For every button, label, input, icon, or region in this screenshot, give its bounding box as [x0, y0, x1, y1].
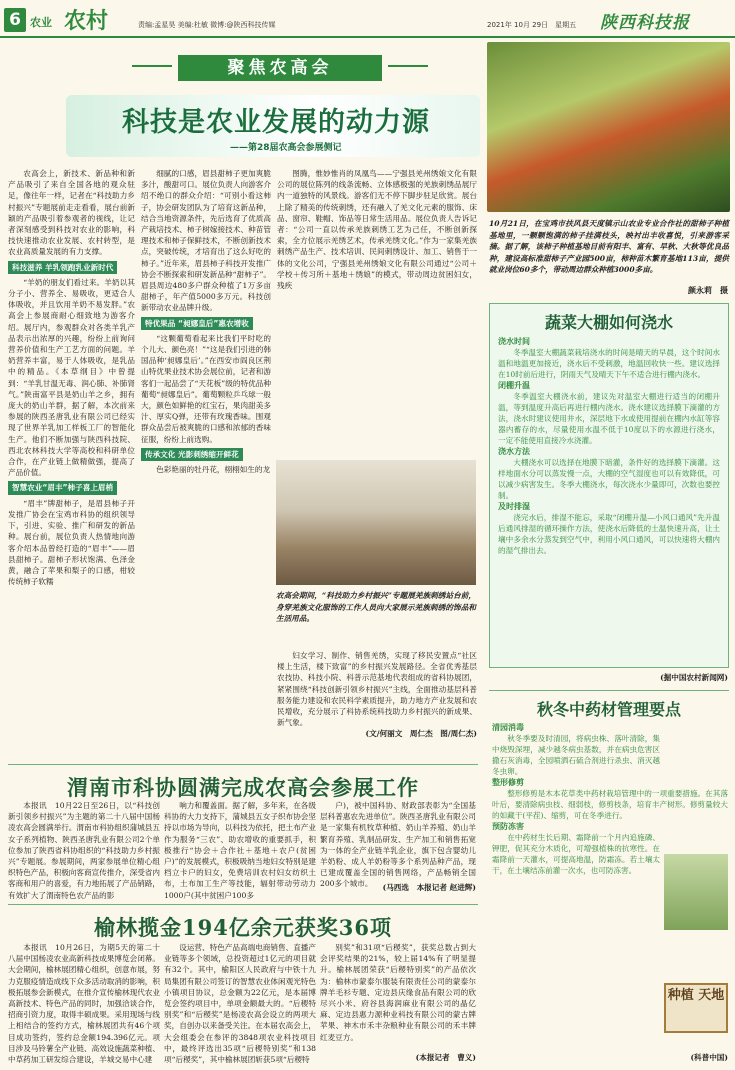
lead-col2-end: 色彩艳丽的牡丹花，栩栩如生的龙	[156, 465, 271, 475]
lead-col3-end: 妇女学习、制作、销售羌绣，实现了移民安置点“社区楼上生活，楼下致富”的乡村振兴发展路径。全省优秀基层农技协、科技小院、科普示范基地代表组成的省科协展团，紧紧围绕“科技创新引领乡村振兴”主线，全面推动基层科普服务能力建设和农民科学素质提升，助力地方产业发展和农民增收，充分展示了科协系统科技助力乡村振兴的新成果、新气象。	[277, 651, 477, 728]
lead-column-1	[8, 168, 135, 587]
greenhouse-p2: 冬季温室大棚浇水前，建议先对温室大棚进行适当的闭棚升温，等到温度升高后再进行棚内浇水。浇水建议选择膜下滴灌的方法，浇水时建议使用井水，深层地下水或使用提前在棚内水缸等容器内蓄存的水，尽量使用水温不低于10度以下的水源进行浇水，一定不能使用直接冷水浇灌。	[498, 392, 720, 445]
divider	[8, 904, 478, 905]
page-number: 6	[4, 8, 26, 32]
weinan-byline: (马西选 本报记者 赵进辉)	[382, 883, 476, 892]
planting-stamp: 种植 天地	[664, 983, 728, 1033]
greenhouse-body	[498, 336, 720, 666]
greenhouse-title: 蔬菜大棚如何浇水	[544, 313, 673, 332]
herbs-p3: 在中药材生长后期、霜降前一个月内追施磷、钾肥，促其充分木质化，可增强植株的抗寒性。在霜降前一天灌水，可提高地温，防霜冻。若土壤太干，在土壤结冻前灌一次水，也可防冻害。	[492, 833, 660, 875]
yulin-column-1	[8, 942, 160, 1066]
lead-column-3	[277, 168, 477, 454]
yulin-col1-text: 本报讯 10月26日，为期5天的第二十八届中国杨凌农业高新科技成果博览会闭幕。大会期间，榆林展团精心组织，创意布展，努力克服疫情造成线下众多活动取消的影响，积极拓展参会新模式，在推介宣传榆林现代农业高新技术、特色产品的同时，加强洽谈合作，招商引资力度，取得丰硕成果。采用现场与线上相结合的签约方式，榆林展团共有46个项目成功签约，签约总金额194.396亿元。项目涉及马铃薯全产业链、高效设施蔬菜种植、中草药加工研发综合建设，羊城交易中心建	[8, 943, 160, 1065]
yulin-byline: (本报记者 曹义)	[415, 1053, 476, 1062]
editors-line: 责编:孟星昊 美编:杜敏 微博:@陕西科技传媒	[138, 21, 276, 29]
persimmon-photo-caption: 10月21日，在宝鸡市扶风县天度镇示山农业专业合作社的甜柿子种植基地里，一颗颗饱满的柿子挂满枝头，映衬出丰收喜悦，引来游客采摘。据了解，该柿子种植基地目前有阳丰、富有、早秋、大秋等优良品种，建设高标准甜柿子产业园500亩，柿种苗木繁育基地113亩，提供就业岗位60多个，带动周边群众种植3000多亩。	[489, 219, 729, 274]
embroidery-photo	[276, 460, 476, 585]
section-label: 农业	[30, 16, 52, 29]
embroidery-photo-caption: 农高会期间，“科技助力乡村振兴”专题展羌族刺绣站台前，身穿羌族文化服饰的工作人员向大家展示羌族刺绣的饰品和生活用品。	[276, 591, 476, 623]
lead-subheadline: ——第28届农高会参展侧记	[230, 143, 342, 153]
weinan-col3-text: 户)，被中国科协、财政部表彰为“全国基层科普惠农先进单位”。陕西圣唐乳业有限公司是一家集有机牧草种植、奶山羊养殖、奶山羊繁育养殖、乳制品研发、生产加工和销售拓宽为一体的全产业链羊乳企业，旗下包含婴幼儿羊奶粉、成人羊奶粉等多个系列品种产品，现已建成覆盖全国的销售网络，产品畅销全国200多个城市。	[320, 801, 476, 889]
greenhouse-h2: 闭棚升温	[498, 381, 530, 390]
greenhouse-source: (掘中国农村新闻网)	[660, 673, 728, 682]
yulin-headline: 榆林揽金194亿余元获奖36项	[93, 915, 393, 940]
issue-date: 2021年 10月 29日 星期五	[487, 21, 577, 29]
lead-subhead-2: 智慧农业“眉丰”柿子喜上眉梢	[8, 481, 117, 494]
herbs-h3: 预防冻害	[492, 822, 524, 831]
yulin-col2-text: 设运营、特色产品高端电商销售、直播产业链等多个领域，总投资超过1亿元的项目就有32个。其中，榆阳区人民政府与中铁十九局集团有限公司签订的智慧农业体闲观光特色小镇项目协议，总金额为22亿元，是本届博览会签约项目中，单项金额最大的。“后稷特别奖”和“后稷奖”是杨凌农高会设立的两项大奖，自创办以来备受关注。在本届农高会上，大会组委会在参评的3848项农业科技项目中，最终评选出35项“后稷特别奖”和138项“后稷奖”，其中榆林展团斩获5项“后稷特	[164, 943, 316, 1065]
herbs-title: 秋冬中药材管理要点	[536, 700, 681, 719]
lead-col2-body: 细腻的口感，眉县甜柿子更加爽脆多汁，酸甜可口。展位负责人向游客介绍不绝口的群众介绍：“可别小看这柿子，协会研发团队为了培育这新品种，结合当地资源条件，先后选育了优质高产栽培技术、柿子树嫁接技术、种苗管理技术和柿子保鲜技术，不断创新技术点，突破传统，才培育出了这么好吃的柿子。”近年来，眉县柿子科技开发推广协会不断探索和研发新品种“甜柿子”。眉县周边480多户群众种植了1万多亩甜柿子，年产值5000多万元。科技创新带动农业品牌升级。	[141, 169, 271, 313]
weinan-col1-text: 本报讯 10月22日至26日，以“科技创新引领乡村振兴”为主题的第二十八届中国杨凌农高会圆满举行。渭南市科协组织蒲城县五女子系列植物、陕西圣唐乳业有限公司2个单位参加了陕西省科协组织的“科技助力乡村振兴”专题展。参展期间，两家参展单位精心组织特色产品，积极向客商宣传推介，深受省内客商和用户的喜爱，有力地拓展了产品销路，有效扩大了渭南特色农产品的影	[8, 801, 160, 900]
lead-col2-mid: “这颗葡萄看起来比我们平时吃的个儿大、颜色亮！”“这是我们引进的韩国品种‘昶娜皇后’。”在西安市阎良区荆山特优果业技术协会展位前，记者和游客们一起品尝了“天花板”级的特优品种葡萄“昶娜皇后”。葡萄颗粒乒乓球一般大，颜色如鲜艳的红宝石，果肉甜美多汁、厚实Q弹，还带有玫瑰香味。围观群众品尝后被爽脆的口感和浓郁的香味征服，纷纷上前选购。	[141, 333, 271, 444]
lead-column-2	[141, 168, 271, 584]
section-banner: 聚焦农高会	[178, 55, 382, 81]
masthead-rule	[0, 36, 735, 38]
greenhouse-p3: 大棚浇水可以选择在地膜下暗灌，条件好的选择膜下滴灌。这样地面水分可以蒸发慢一点，大棚的空气湿度也可以有效降低，可以减少病害发生。冬季大棚浇水，每次浇水少量即可，次数也要控制。	[498, 458, 720, 500]
greenhouse-h4: 及时排湿	[498, 502, 530, 511]
divider	[489, 690, 729, 691]
greenhouse-p1: 冬季温室大棚蔬菜栽培浇水的时间是晴天的早晨，这个时间水温和地温更加接近，浇水后不受刺激，地温回收快一些。建议选择在10时前后进行，阴雨天气及晴天下午不适合进行棚内浇水。	[498, 348, 720, 379]
lead-subhead-1: 科技滋养 羊乳领跑乳业新时代	[8, 261, 117, 274]
lead-col1-end: “眉丰”牌甜柿子，是眉县柿子开发推广协会在宝鸡市科协的组织领导下，引进、实验、推广和研发的新品种。展台前，展位负责人热情地向游客介绍本品曾经打造的“眉丰”——眉县甜柿子。甜柿子形状饱满、色泽金黄，融合了苹果和梨子的口感，柑较传统柿子软糯	[8, 498, 135, 587]
herbs-h2: 整形修剪	[492, 778, 524, 787]
lead-column-3-end	[277, 650, 477, 758]
yulin-col3-text: 别奖”和31项“后稷奖”，获奖总数占到大会评奖结果的21%，较上届14%有了明显提升。榆林展团荣获“后稷特别奖”的产品依次为：榆林市蒙泰尔服装有限责任公司的蒙泰尔牌羊毛衫专题、定边县庆缘食品有限公司的欣尽兴小米、府谷县海润麻业有限公司的晶亿麻、定边县惠力源种业科技有限公司的蒙古牌苹果、神木市禾丰杂粮种业有限公司的禾丰牌红麦豆方。	[320, 943, 476, 1042]
weinan-col2-text: 响力和覆盖面。据了解，多年来，在各级科协的大力支持下，蒲城县五女子织布协会坚持以市场为导向，以科技为依托，把土布产业作为服务“三农”、助农增收的重要抓手，积极推行“协会＋合作社＋基地＋农户(贫困户)”的发展模式，积极吸纳当地妇女特别是建档立卡户的妇女，免费培训农村妇女纺织土布，土布加工生产等技能，辐射带动劳动力1000户(其中贫困户100多	[164, 801, 316, 900]
persimmon-photo	[487, 42, 730, 212]
yulin-column-3	[320, 942, 476, 1050]
divider	[8, 764, 478, 765]
herbs-p2: 整形修剪是木本花草类中药材栽培管理中的一项重要措施。在其落叶后，要清除病虫枝、细弱枝，修剪枝条，培育丰产树形。修剪量较大的如藏干(平茬)、缩剪，可在冬季进行。	[492, 789, 728, 820]
newspaper-logo: 陕西科技报	[600, 13, 690, 33]
photo-credit: 颜永莉 摄	[688, 285, 728, 295]
weinan-column-1	[8, 800, 160, 900]
lead-intro: 农高会上，新技术、新品种和新产品吸引了来自全国各地的观众驻足，像往年一样，记者在“科技助力乡村振兴”专题展前走走看看，展台前新颖的产品吸引着参观者的视线，让记者深刻感受到科技对农业的影响，科技快速推动农业发展、农村转型，是农业高质量发展的有力支撑。	[8, 169, 135, 257]
greenhouse-h3: 浇水方法	[498, 447, 530, 456]
lead-col1-body: “羊奶的朋友们看过来。羊奶以其分子小、营养全、易吸收，更适合人体吸收，并且饮用羊奶不易发胖。”农高会上参展商耐心细致地为游客介绍。展厅内，参观群众对各类羊乳产品表示出浓厚的兴趣，纷纷上前询问营养价值和生产工艺方面的问题。羊奶营养丰富，易于人体吸收，是乳品中的精品。《本草纲目》中曾提到：“羊乳甘温无毒、润心肺、补肺肾气。”陕南富平县是奶山羊之乡，拥有庞大的奶山羊群，据了解，本次前来参展的陕西圣唐乳业有限公司已经实现了世界羊乳加工样板工厂的智能化生产。他们不断加强与陕西科技院、西北农林科技大学等高校和科研单位合作，在产业链上做精做强，提高了产品价值。	[8, 277, 135, 478]
herb-illustration	[664, 854, 728, 930]
greenhouse-p4: 浇完水后，排湿不能忘，采取“闭棚升温—小风口通风”先升温后通风排湿的循环操作方法，使浇水后降低的土温快速升高，让土壤中多余水分蒸发到空气中，利用小风口通风，可以快速将大棚内的湿气排出去。	[498, 513, 720, 555]
lead-col3-body: 图腾，惟妙惟肖的凤凰鸟——宁强县羌州绣娘文化有限公司的展位陈列的线条流畅、立体感极强的羌族刺绣品展厅内一道独特的风景线。游客们无不停下脚步驻足欣赏。展台上除了精美的传统刺绣，还有融入了羌文化元素的服饰、床品、窗帘、鞋帽、饰品等日常生活用品。展位负责人告诉记者：“公司一直以传承羌族刺绣工艺为己任，不断创新探索，全方位展示羌绣艺术，传承羌绣文化。”作为一家集羌族刺绣产品生产、技术培训、民间刺绣设计、加工、销售于一体的文化公司，宁强县羌州绣娘文化有限公司通过“公司＋学校＋传习所＋基地＋绣娘”的模式，带动周边贫困妇女，残疾	[277, 169, 477, 291]
yulin-column-2	[164, 942, 316, 1066]
section-label-large: 农村	[64, 8, 109, 34]
lead-byline: (文/何丽文 周仁杰 图/周仁杰)	[365, 729, 477, 739]
lead-headline: 科技是农业发展的动力源	[122, 107, 430, 138]
herbs-h1: 清园消毒	[492, 723, 524, 732]
herbs-p1: 秋冬季要及时清园，将病虫株、落叶清除，集中烧毁深埋，减少越冬病虫基数，并在病虫危害区撒石灰消毒，全园喷洒石硫合剂进行杀虫、消灭越冬虫卵。	[492, 734, 660, 776]
herbs-source: (科普中国)	[690, 1053, 728, 1062]
lead-subhead-4: 传承文化 光影刺绣缩开鲜花	[141, 448, 243, 461]
weinan-headline: 渭南市科协圆满完成农高会参展工作	[67, 775, 419, 800]
lead-subhead-3: 特优果品 “昶娜皇后”惠农增收	[141, 317, 253, 330]
weinan-column-2	[164, 800, 316, 900]
greenhouse-h1: 浇水时间	[498, 337, 530, 346]
